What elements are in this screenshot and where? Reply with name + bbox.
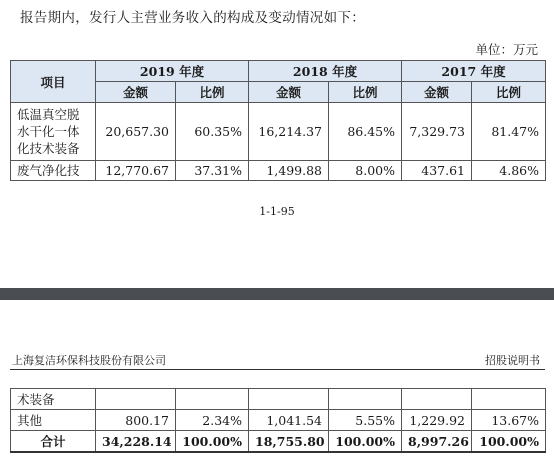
cell: 81.47%: [472, 103, 546, 161]
cell: 86.45%: [329, 103, 402, 161]
cell: 8.00%: [329, 161, 402, 181]
total-row: [11, 431, 546, 453]
page-break: [0, 288, 554, 300]
intro-text: 报告期内，发行人主营业务收入的构成及变动情况如下：: [20, 10, 365, 26]
header-amount: 金额: [249, 82, 329, 103]
cell: 437.61: [402, 161, 472, 181]
cell: [249, 389, 329, 410]
cell: 2.34%: [176, 410, 249, 431]
cell: 13.67%: [472, 410, 546, 431]
header-ratio: 比例: [329, 82, 402, 103]
cell: 5.55%: [329, 410, 402, 431]
revenue-table-continued: [10, 388, 546, 453]
cell: 100.00%: [176, 431, 249, 453]
cell: 4.86%: [472, 161, 546, 181]
cell: [402, 389, 472, 410]
cell: 60.35%: [176, 103, 249, 161]
table-row: [11, 161, 546, 181]
table-row: [11, 389, 546, 410]
row-name: 废气净化技: [11, 161, 96, 181]
unit-label: 单位：万元: [475, 42, 538, 57]
cell: [472, 389, 546, 410]
cell: 37.31%: [176, 161, 249, 181]
cell: 34,228.14: [96, 431, 176, 453]
cell: 1,499.88: [249, 161, 329, 181]
cell: 16,214.37: [249, 103, 329, 161]
header-amount: 金额: [402, 82, 472, 103]
cell: 8,997.26: [402, 431, 472, 453]
cell: 800.17: [96, 410, 176, 431]
row-name: 低温真空脱水干化一体化技术装备: [11, 103, 96, 161]
header-year: 2017 年度: [402, 61, 546, 82]
header-year: 2018 年度: [249, 61, 402, 82]
cell: 100.00%: [329, 431, 402, 453]
cell: [329, 389, 402, 410]
header-amount: 金额: [96, 82, 176, 103]
cell: 100.00%: [472, 431, 546, 453]
cell: 12,770.67: [96, 161, 176, 181]
header-item: 项目: [11, 61, 96, 103]
header-ratio: 比例: [176, 82, 249, 103]
row-name: 术装备: [11, 389, 96, 410]
running-header-company: 上海复洁环保科技股份有限公司: [12, 354, 166, 367]
cell: 18,755.80: [249, 431, 329, 453]
revenue-table: [10, 60, 546, 181]
row-name: 其他: [11, 410, 96, 431]
running-header-doc: 招股说明书: [485, 354, 540, 367]
table-row: [11, 103, 546, 161]
table-row: [11, 410, 546, 431]
cell: 7,329.73: [402, 103, 472, 161]
cell: [96, 389, 176, 410]
page-number: 1-1-95: [259, 205, 295, 218]
header-year: 2019 年度: [96, 61, 249, 82]
cell: [176, 389, 249, 410]
cell: 20,657.30: [96, 103, 176, 161]
cell: 1,041.54: [249, 410, 329, 431]
header-ratio: 比例: [472, 82, 546, 103]
header-divider: [10, 369, 545, 370]
row-name: 合计: [11, 431, 96, 453]
cell: 1,229.92: [402, 410, 472, 431]
